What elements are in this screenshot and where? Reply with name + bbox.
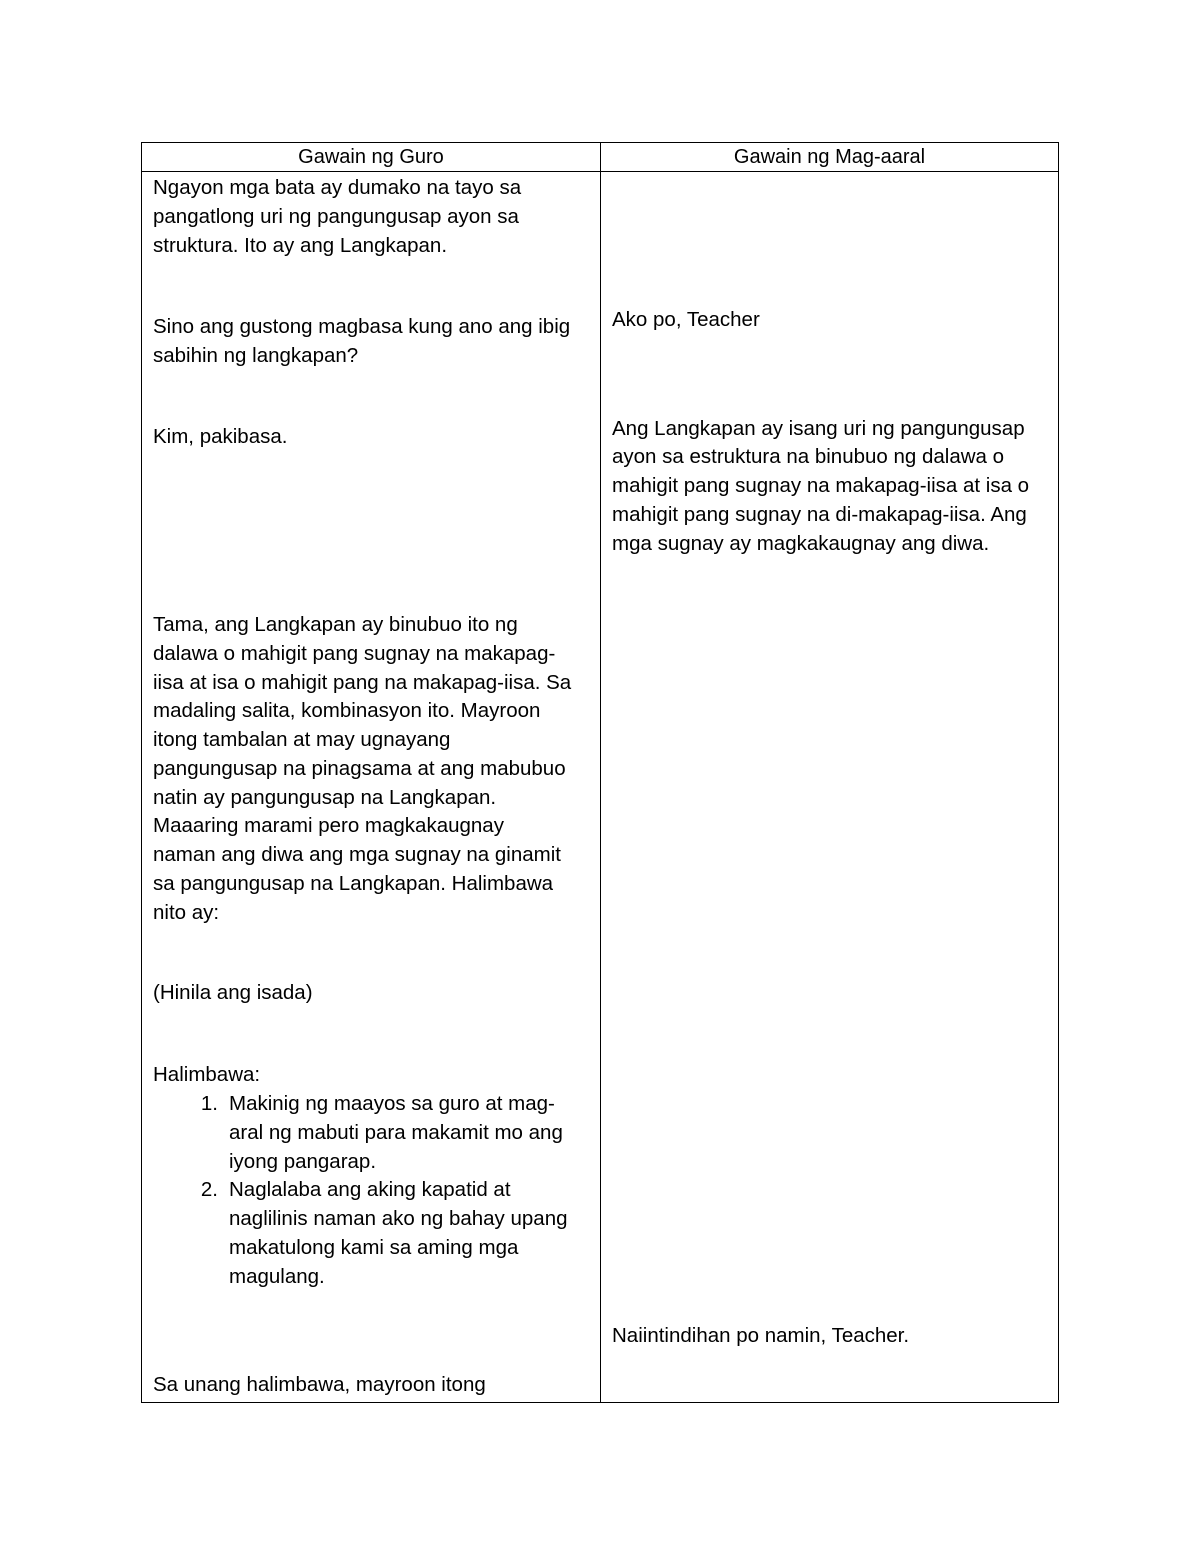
example-line: magulang. bbox=[229, 1265, 325, 1288]
example-line: Makinig ng maayos sa guro at mag- bbox=[229, 1092, 555, 1115]
example-number: 2. bbox=[200, 1178, 218, 1201]
teacher-call: Kim, pakibasa. bbox=[153, 425, 288, 448]
teacher-explanation-line: Maaaring marami pero magkakaugnay bbox=[153, 814, 504, 837]
header-teacher: Gawain ng Guro bbox=[298, 146, 444, 168]
student-definition-line: Ang Langkapan ay isang uri ng pangungusap bbox=[612, 417, 1025, 440]
teacher-intro-line: struktura. Ito ay ang Langkapan. bbox=[153, 234, 448, 257]
example-line: makatulong kami sa aming mga bbox=[229, 1236, 519, 1259]
teacher-explanation-line: Tama, ang Langkapan ay binubuo ito ng bbox=[153, 613, 518, 636]
example-line: iyong pangarap. bbox=[229, 1150, 377, 1173]
teacher-explanation-line: sa pangungusap na Langkapan. Halimbawa bbox=[153, 872, 554, 895]
example-item-1 bbox=[142, 1089, 600, 1176]
teacher-explanation-line: nito ay: bbox=[153, 901, 220, 924]
teacher-explanation-line: itong tambalan at may ugnayang bbox=[153, 728, 451, 751]
teacher-explanation-line: natin ay pangungusap na Langkapan. bbox=[153, 786, 497, 809]
student-volunteer: Ako po, Teacher bbox=[612, 308, 760, 331]
teacher-explanation-line: iisa at isa o mahigit pang na makapag-iisa. Sa bbox=[153, 671, 572, 694]
teacher-intro-line: Ngayon mga bata ay dumako na tayo sa bbox=[153, 176, 522, 199]
example-line: Naglalaba ang aking kapatid at bbox=[229, 1178, 511, 1201]
teacher-explanation-line: dalawa o mahigit pang sugnay na makapag- bbox=[153, 642, 556, 665]
teacher-explanation-line: madaling salita, kombinasyon ito. Mayroon bbox=[153, 699, 541, 722]
teacher-action: (Hinila ang isada) bbox=[153, 981, 313, 1004]
table-header-row bbox=[142, 143, 1058, 172]
teacher-question-line: Sino ang gustong magbasa kung ano ang ibig bbox=[153, 315, 571, 338]
student-definition-line: ayon sa estruktura na binubuo ng dalawa o bbox=[612, 445, 1005, 468]
teacher-question-line: sabihin ng langkapan? bbox=[153, 344, 359, 367]
teacher-closing: Sa unang halimbawa, mayroon itong bbox=[153, 1373, 486, 1396]
lesson-table bbox=[141, 142, 1059, 1403]
example-label: Halimbawa: bbox=[153, 1063, 261, 1086]
header-student: Gawain ng Mag-aaral bbox=[733, 146, 926, 168]
student-definition-line: mahigit pang sugnay na di-makapag-iisa. Ang bbox=[612, 503, 1027, 526]
column-divider bbox=[600, 143, 601, 1402]
teacher-explanation-line: pangungusap na pinagsama at ang mabubuo bbox=[153, 757, 566, 780]
example-item-2 bbox=[142, 1175, 600, 1291]
teacher-explanation-line: naman ang diwa ang mga sugnay na ginamit bbox=[153, 843, 561, 866]
student-definition-line: mahigit pang sugnay na makapag-iisa at isa o bbox=[612, 474, 1030, 497]
teacher-intro-line: pangatlong uri ng pangungusap ayon sa bbox=[153, 205, 519, 228]
student-understood: Naiintindihan po namin, Teacher. bbox=[612, 1324, 910, 1347]
example-line: aral ng mabuti para makamit mo ang bbox=[229, 1121, 563, 1144]
student-definition-line: mga sugnay ay magkakaugnay ang diwa. bbox=[612, 532, 990, 555]
example-number: 1. bbox=[200, 1092, 218, 1115]
example-line: naglilinis naman ako ng bahay upang bbox=[229, 1207, 568, 1230]
